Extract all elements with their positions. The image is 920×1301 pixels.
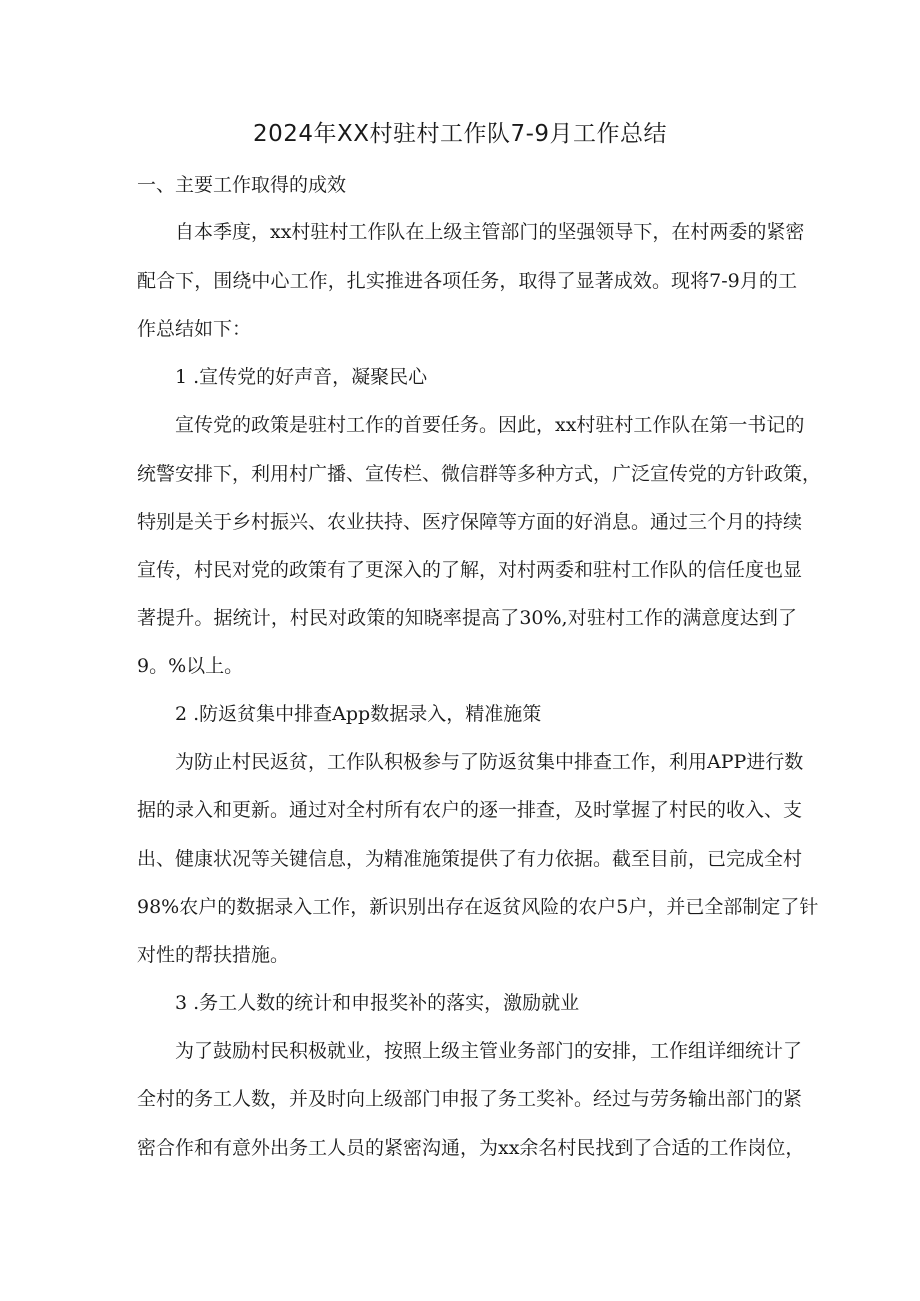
paragraph-line: 著提升。据统计，村民对政策的知晓率提高了30%,对驻村工作的满意度达到了 — [137, 607, 797, 629]
paragraph-line: 为了鼓励村民积极就业，按照上级主管业务部门的安排，工作组详细统计了 — [175, 1040, 803, 1062]
paragraph-line: 据的录入和更新。通过对全村所有农户的逐一排查，及时掌握了村民的收入、支 — [137, 799, 803, 821]
paragraph-line: 特别是关于乡村振兴、农业扶持、医疗保障等方面的好消息。通过三个月的持续 — [137, 511, 803, 533]
paragraph-line: 出、健康状况等关键信息，为精准施策提供了有力依据。截至目前，已完成全村 — [137, 848, 803, 870]
item-heading: 1 .宣传党的好声音，凝聚民心 — [175, 366, 428, 388]
paragraph-line: 全村的务工人数，并及时向上级部门申报了务工奖补。经过与劳务输出部门的紧 — [137, 1088, 803, 1110]
paragraph-line: 为防止村民返贫，工作队积极参与了防返贫集中排查工作，利用APP进行数 — [175, 751, 804, 773]
item-heading: 3 .务工人数的统计和申报奖补的落实，激励就业 — [175, 992, 580, 1014]
paragraph-line: 自本季度，xx村驻村工作队在上级主管部门的坚强领导下，在村两委的紧密 — [175, 221, 805, 243]
paragraph-line: 宣传，村民对党的政策有了更深入的了解，对村两委和驻村工作队的信任度也显 — [137, 559, 803, 581]
paragraph-line: 9。%以上。 — [137, 655, 244, 677]
paragraph-line: 密合作和有意外出务工人员的紧密沟通，为xx余名村民找到了合适的工作岗位， — [137, 1137, 805, 1159]
paragraph-line: 统警安排下，利用村广播、宣传栏、微信群等多种方式，广泛宣传党的方针政策， — [137, 463, 822, 485]
paragraph-line: 宣传党的政策是驻村工作的首要任务。因此，xx村驻村工作队在第一书记的 — [175, 414, 805, 436]
paragraph-line: 作总结如下： — [137, 318, 252, 340]
paragraph-line: 98%农户的数据录入工作，新识别出存在返贫风险的农户5户，并已全部制定了针 — [137, 896, 819, 918]
paragraph-line: 对性的帮扶措施。 — [137, 944, 290, 966]
section-heading: 一、主要工作取得的成效 — [137, 174, 347, 196]
item-heading: 2 .防返贫集中排查App数据录入，精准施策 — [175, 703, 542, 725]
document-title: 2024年XX村驻村工作队7-9月工作总结 — [252, 121, 668, 147]
paragraph-line: 配合下，围绕中心工作，扎实推进各项任务，取得了显著成效。现将7-9月的工 — [137, 270, 797, 292]
